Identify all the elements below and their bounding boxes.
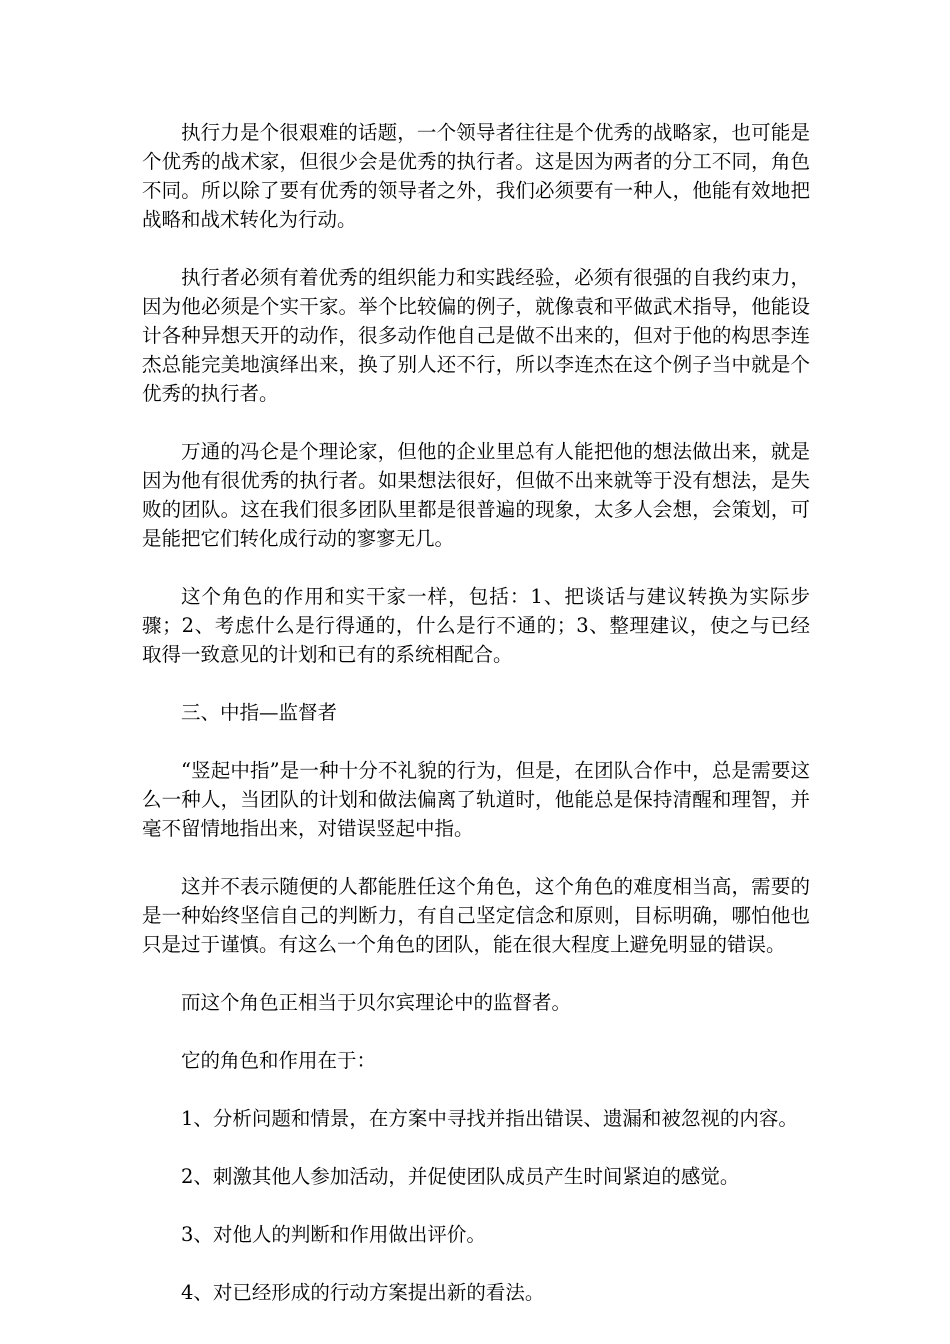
list-item: 1、分析问题和情景，在方案中寻找并指出错误、遗漏和被忽视的内容。 xyxy=(181,1107,798,1130)
paragraph: 而这个角色正相当于贝尔宾理论中的监督者。 xyxy=(181,991,572,1014)
list-item: 3、对他人的判断和作用做出评价。 xyxy=(181,1223,486,1246)
paragraph: 执行者必须有着优秀的组织能力和实践经验，必须有很强的自我约束力，因为他必须是个实干家。举个比较偏的例子，就像袁和平做武术指导，他能设计各种异想天开的动作，很多动作他自己是做不出来的，但对于他的构思李连杰总能完美地演绎出来，换了别人还不行，所以李连杰在这个例子当中就是个优秀的执行者。 xyxy=(142,266,810,405)
document-body xyxy=(142,118,810,1336)
paragraph: 这并不表示随便的人都能胜任这个角色，这个角色的难度相当高，需要的是一种始终坚信自己的判断力，有自己坚定信念和原则，目标明确，哪怕他也只是过于谨慎。有这么一个角色的团队，能在很大程度上避免明显的错误。 xyxy=(142,875,810,956)
paragraph: “竖起中指”是一种十分不礼貌的行为，但是，在团队合作中，总是需要这么一种人，当团队的计划和做法偏离了轨道时，他能总是保持清醒和理智，并毫不留情地指出来，对错误竖起中指。 xyxy=(142,759,810,840)
list-item: 4、对已经形成的行动方案提出新的看法。 xyxy=(181,1281,545,1304)
paragraph: 这个角色的作用和实干家一样，包括：1、把谈话与建议转换为实际步骤；2、考虑什么是行得通的，什么是行不通的；3、整理建议，使之与已经取得一致意见的计划和已有的系统相配合。 xyxy=(142,585,810,666)
paragraph: 执行力是个很艰难的话题，一个领导者往往是个优秀的战略家，也可能是个优秀的战术家，但很少会是优秀的执行者。这是因为两者的分工不同，角色不同。所以除了要有优秀的领导者之外，我们必须要有一种人，他能有效地把战略和战术转化为行动。 xyxy=(142,121,810,231)
paragraph: 万通的冯仑是个理论家，但他的企业里总有人能把他的想法做出来，就是因为他有很优秀的执行者。如果想法很好，但做不出来就等于没有想法，是失败的团队。这在我们很多团队里都是很普遍的现象，太多人会想，会策划，可是能把它们转化成行动的寥寥无几。 xyxy=(142,440,810,550)
paragraph: 它的角色和作用在于： xyxy=(181,1049,377,1072)
section-heading: 三、中指—监督者 xyxy=(181,701,338,724)
list-item: 2、刺激其他人参加活动，并促使团队成员产生时间紧迫的感觉。 xyxy=(181,1165,740,1188)
